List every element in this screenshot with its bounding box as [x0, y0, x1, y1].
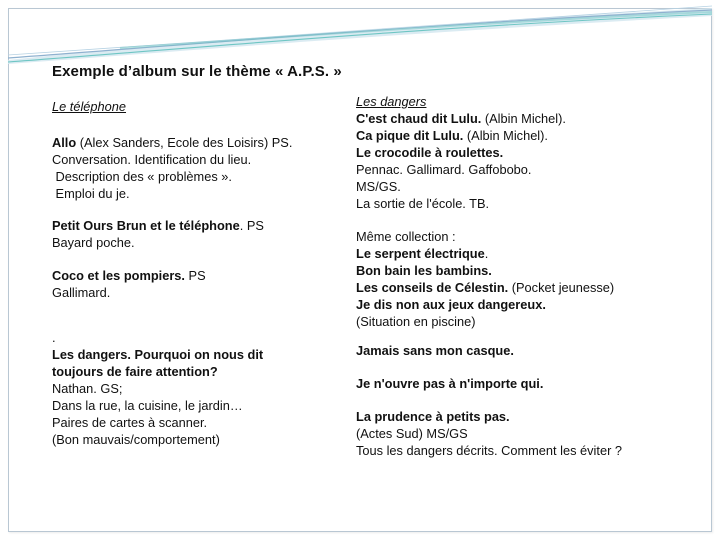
entry-text: Pennac. Gallimard. Gaffobobo. — [356, 162, 532, 177]
entry-text: Emploi du je. — [52, 186, 130, 201]
book-details: PS — [184, 268, 206, 283]
book-title: toujours de faire attention? — [52, 364, 218, 379]
section-heading-dangers: Les dangers — [356, 94, 427, 109]
entry-jamais — [356, 342, 686, 359]
entry-text: Tous les dangers décrits. Comment les éviter ? — [356, 443, 623, 458]
entry-text: Paires de cartes à scanner. — [52, 415, 208, 430]
entry-text: La sortie de l'école. TB. — [356, 196, 490, 211]
book-title: Je n'ouvre pas à n'importe qui. — [356, 376, 544, 391]
entry-text: Nathan. GS; — [52, 381, 123, 396]
entry-petit-ours — [52, 217, 342, 251]
entry-prudence — [356, 408, 686, 459]
book-title: Allo — [52, 135, 77, 150]
book-details: (Alex Sanders, Ecole des Loisirs) PS. — [76, 135, 293, 150]
section-heading-telephone: Le téléphone — [52, 99, 127, 114]
left-heading — [52, 98, 342, 115]
right-block-collection — [356, 228, 686, 330]
book-title: Ca pique dit Lulu. — [356, 128, 464, 143]
book-details: . PS — [239, 218, 264, 233]
book-title: Bon bain les bambins. — [356, 263, 492, 278]
book-details: (Pocket jeunesse) — [508, 280, 615, 295]
entry-text: (Actes Sud) MS/GS — [356, 426, 468, 441]
book-title: Petit Ours Brun et le téléphone — [52, 218, 240, 233]
book-title: Les dangers. Pourquoi on nous dit — [52, 347, 264, 362]
book-title: Jamais sans mon casque. — [356, 343, 514, 358]
entry-text: Bayard poche. — [52, 235, 135, 250]
entry-je-n-ouvre — [356, 375, 686, 392]
book-details: (Albin Michel). — [463, 128, 548, 143]
book-details: (Albin Michel). — [481, 111, 566, 126]
book-title: Je dis non aux jeux dangereux. — [356, 297, 546, 312]
entry-allo — [52, 134, 342, 202]
entry-text: (Situation en piscine) — [356, 314, 476, 329]
entry-text: Dans la rue, la cuisine, le jardin… — [52, 398, 243, 413]
book-title: Les conseils de Célestin. — [356, 280, 509, 295]
book-title: Coco et les pompiers. — [52, 268, 185, 283]
entry-text: Conversation. Identification du lieu. — [52, 152, 252, 167]
entry-text: . — [52, 330, 56, 345]
right-block-dangers — [356, 93, 686, 212]
slide-title: Exemple d’album sur le thème « A.P.S. » — [52, 63, 342, 80]
entry-les-dangers — [52, 329, 342, 448]
entry-text: Même collection : — [356, 229, 456, 244]
book-details: . — [484, 246, 489, 261]
book-title: Le crocodile à roulettes. — [356, 145, 504, 160]
book-title: C'est chaud dit Lulu. — [356, 111, 482, 126]
entry-text: (Bon mauvais/comportement) — [52, 432, 220, 447]
book-title: La prudence à petits pas. — [356, 409, 510, 424]
book-title: Le serpent électrique — [356, 246, 485, 261]
entry-text: Gallimard. — [52, 285, 111, 300]
entry-coco — [52, 267, 342, 301]
entry-text: Description des « problèmes ». — [52, 169, 232, 184]
entry-text: MS/GS. — [356, 179, 401, 194]
